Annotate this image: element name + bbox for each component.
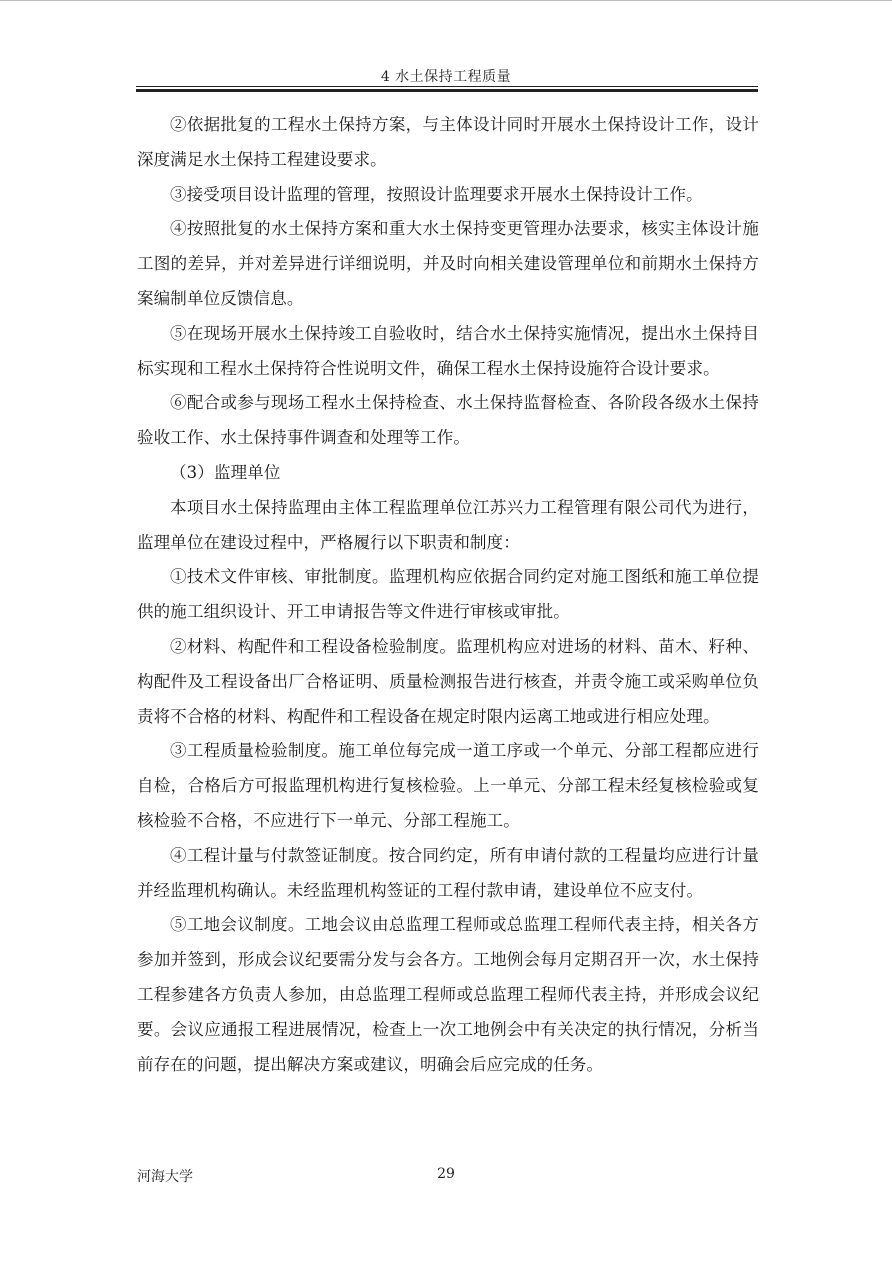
- paragraph: ⑥配合或参与现场工程水土保持检查、水土保持监督检查、各阶段各级水土保持验收工作、水土保持事件调查和处理等工作。: [137, 393, 759, 448]
- header-divider-thick: [136, 89, 758, 92]
- paragraph: ①技术文件审核、审批制度。监理机构应依据合同约定对施工图纸和施工单位提供的施工组织设计、开工申请报告等文件进行审核或审批。: [137, 567, 759, 622]
- paragraph: ③工程质量检验制度。施工单位每完成一道工序或一个单元、分部工程都应进行自检，合格后方可报监理机构进行复核检验。上一单元、分部工程未经复核检验或复核检验不合格，不应进行下一单元、分部工程施工。: [137, 741, 759, 830]
- page-top-border: [0, 0, 892, 1]
- page-number: 29: [437, 1166, 455, 1182]
- paragraph: ②依据批复的工程水土保持方案，与主体设计同时开展水土保持设计工作，设计深度满足水土保持工程建设要求。: [137, 115, 759, 169]
- paragraph: ⑤在现场开展水土保持竣工自验收时，结合水土保持实施情况，提出水土保持目标实现和工程水土保持符合性说明文件，确保工程水土保持设施符合设计要求。: [137, 323, 759, 378]
- paragraph: ②材料、构配件和工程设备检验制度。监理机构应对进场的材料、苗木、籽种、构配件及工程设备出厂合格证明、质量检测报告进行核查，并责令施工或采购单位负责将不合格的材料、构配件和工程设备在规定时限内运离工地或进行相应处理。: [137, 636, 759, 726]
- paragraph: 本项目水土保持监理由主体工程监理单位江苏兴力工程管理有限公司代为进行，监理单位在建设过程中，严格履行以下职责和制度：: [137, 497, 759, 552]
- paragraph: ③接受项目设计监理的管理，按照设计监理要求开展水土保持设计工作。: [170, 184, 703, 204]
- paragraph: ④按照批复的水土保持方案和重大水土保持变更管理办法要求，核实主体设计施工图的差异，并对差异进行详细说明，并及时向相关建设管理单位和前期水土保持方案编制单位反馈信息。: [137, 219, 759, 308]
- document-body: [137, 108, 759, 1082]
- header-divider-thin: [136, 86, 758, 87]
- paragraph: ⑤工地会议制度。工地会议由总监理工程师或总监理工程师代表主持，相关各方参加并签到，形成会议纪要需分发与会各方。工地例会每月定期召开一次，水土保持工程参建各方负责人参加，由总监理工程师或总监理工程师代表主持，并形成会议纪要。会议应通报工程进展情况，检查上一次工地例会中有关决定的执行情况，分析当前存在的问题，提出解决方案或建议，明确会后应完成的任务。: [137, 915, 759, 1074]
- paragraph: ④工程计量与付款签证制度。按合同约定，所有申请付款的工程量均应进行计量并经监理机构确认。未经监理机构签证的工程付款申请，建设单位不应支付。: [137, 845, 759, 900]
- footer-institution: 河海大学: [137, 1169, 193, 1185]
- running-header-title: 4 水土保持工程质量: [380, 69, 512, 85]
- section-subheading: （3）监理单位: [170, 462, 281, 482]
